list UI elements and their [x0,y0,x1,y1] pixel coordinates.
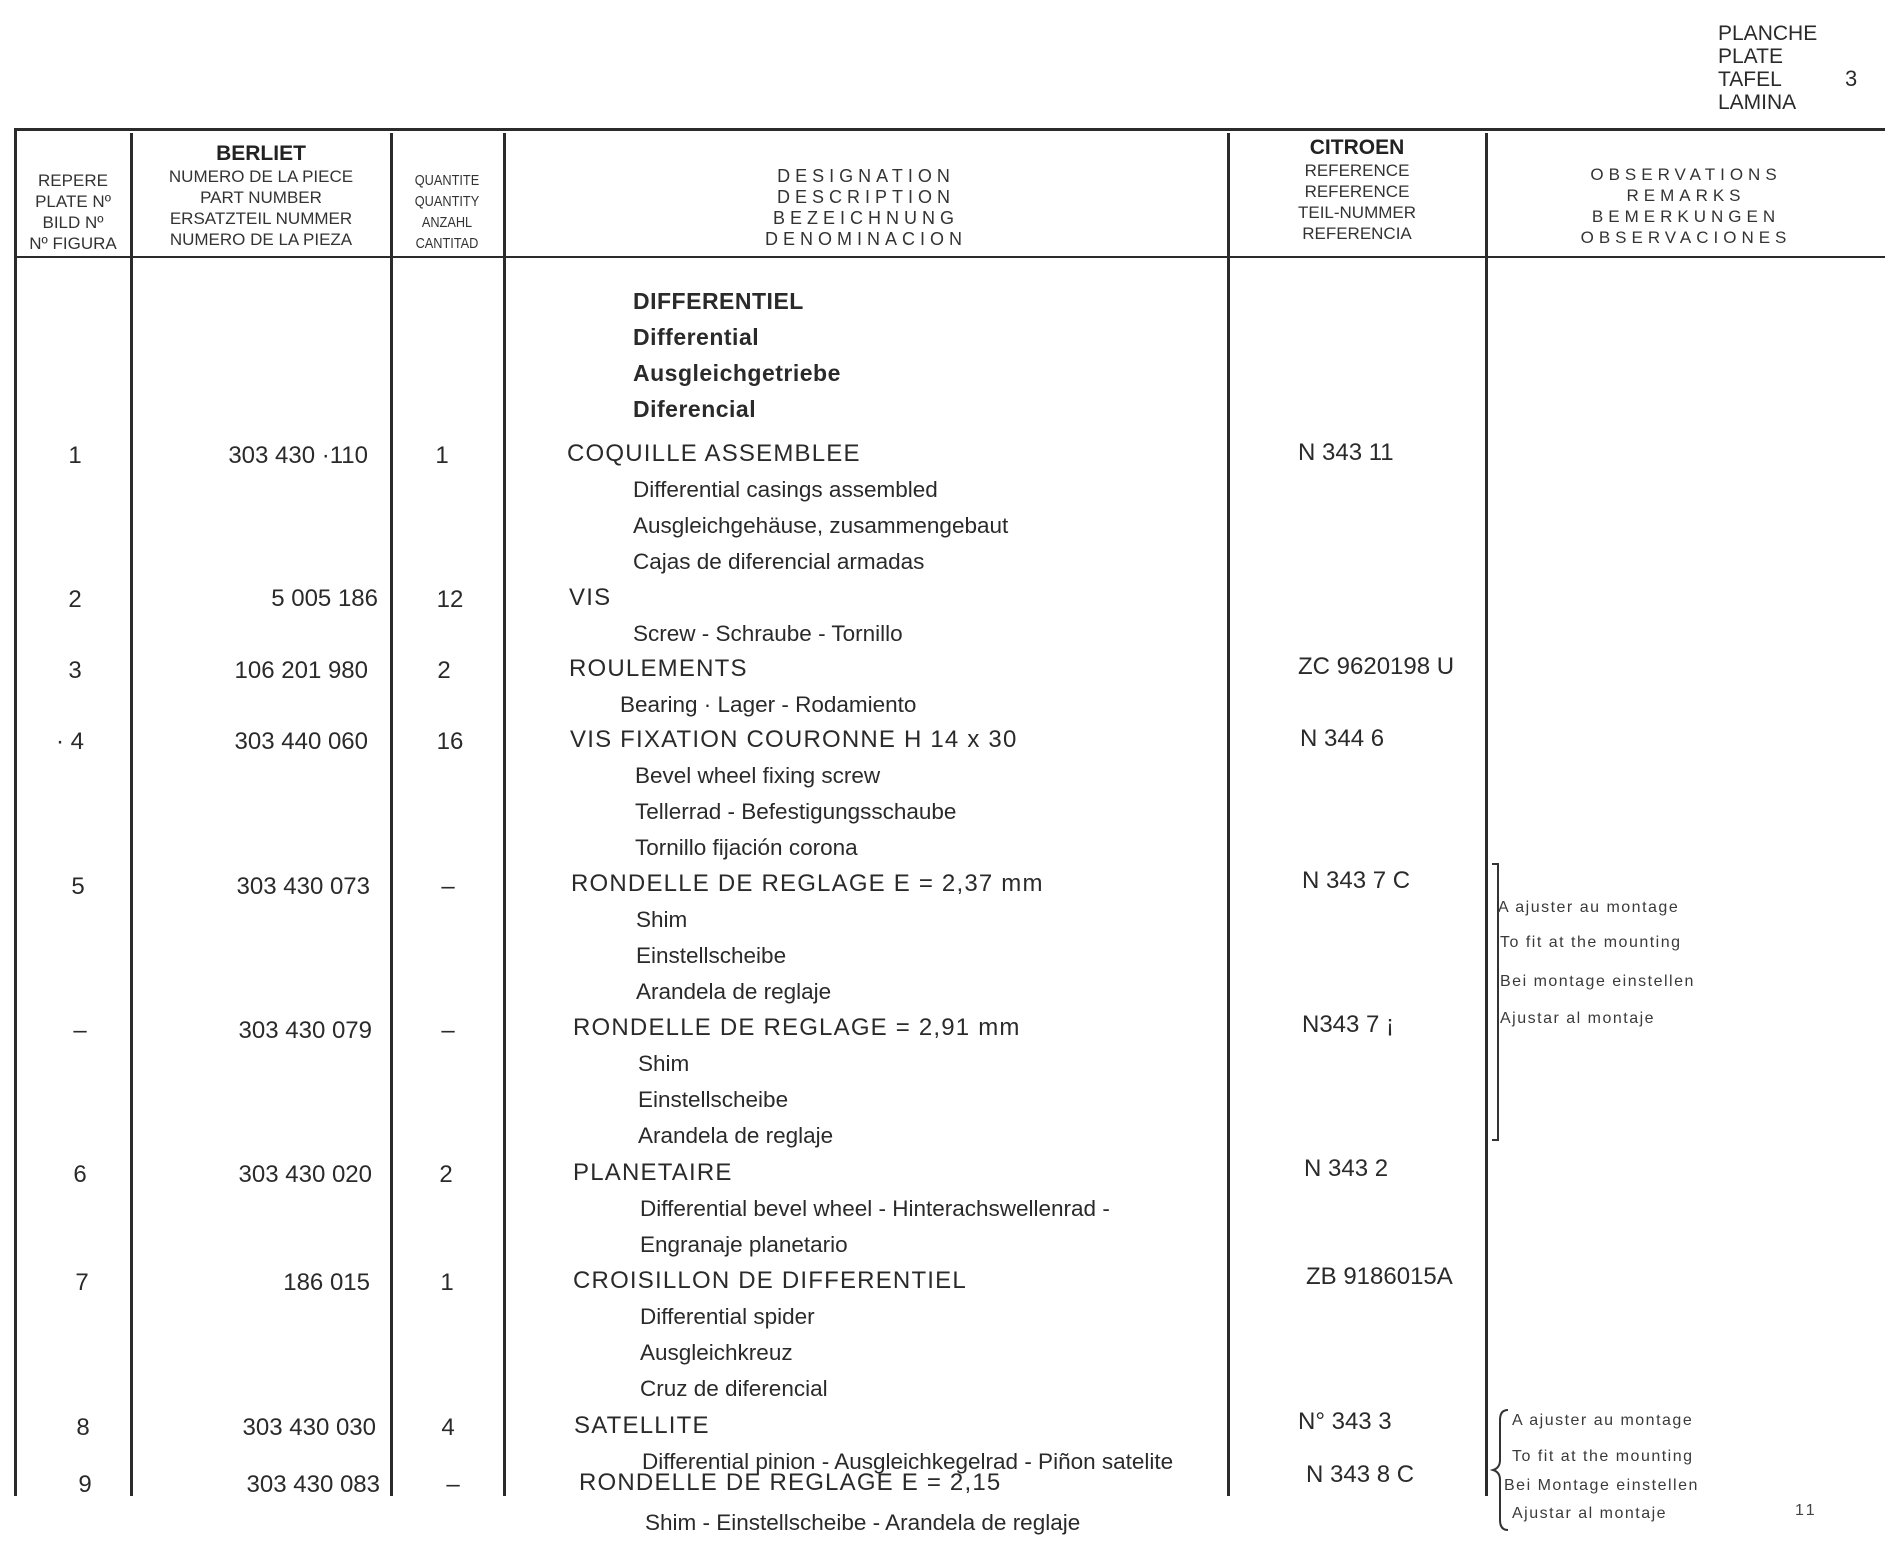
row-8-designation: SATELLITE [574,1412,710,1439]
header-bottom-rule [16,256,1885,258]
column-divider [390,133,393,1496]
remark-b-fr: A ajuster au montage [1512,1412,1694,1429]
row-5-part-number: 303 430 073 [236,873,370,900]
row-7-repere: 7 [75,1269,89,1296]
row-1-reference: N 343 11 [1298,439,1394,466]
row-2-translation: Screw - Schraube - Tornillo [633,621,903,646]
row-6-reference: N 343 2 [1304,1155,1389,1182]
remark-a-es: Ajustar al montaje [1500,1010,1656,1027]
remark-b-de: Bei Montage einstellen [1504,1477,1699,1494]
berliet-title: BERLIET [216,142,306,165]
row-1-quantity: 1 [435,442,449,469]
plate-label-en: PLATE [1718,45,1783,68]
row-9-quantity: – [446,1471,460,1498]
row-7-designation: CROISILLON DE DIFFERENTIEL [573,1267,967,1294]
remark-a-en: To fit at the mounting [1500,934,1682,951]
row-6-quantity: 2 [439,1161,453,1188]
row-4-designation: VIS FIXATION COURONNE H 14 x 30 [570,726,1018,753]
row-5b-reference: N343 7 ¡ [1302,1011,1395,1038]
section-heading-es: Diferencial [633,396,757,422]
row-2-part-number: 5 005 186 [271,585,378,612]
row-5-repere: 5 [71,873,85,900]
header-repere: REPERE PLATE Nº BILD Nº Nº FIGURA [29,171,117,253]
row-4-translation: Bevel wheel fixing screw [635,763,881,788]
column-divider [1485,133,1488,1496]
section-heading-de: Ausgleichgetriebe [633,360,841,386]
row-7-reference: ZB 9186015A [1306,1263,1453,1290]
row-5b-part-number: 303 430 079 [238,1017,372,1044]
row-3-translation: Bearing · Lager - Rodamiento [620,692,917,717]
row-7-translation: Cruz de diferencial [640,1376,828,1401]
row-4-translation: Tornillo fijación corona [635,835,858,860]
row-1-part-number: 303 430 ·110 [228,442,368,469]
row-6-part-number: 303 430 020 [238,1161,372,1188]
row-1-translation: Cajas de diferencial armadas [633,549,925,574]
row-5b-repere: – [73,1017,87,1044]
row-8-repere: 8 [76,1414,90,1441]
column-divider [14,128,17,1496]
row-9-translation: Shim - Einstellscheibe - Arandela de reglaje [645,1510,1081,1535]
row-1-translation: Ausgleichgehäuse, zusammengebaut [633,513,1009,538]
citroen-title: CITROEN [1309,136,1405,159]
header-reference: CITROEN REFERENCE REFERENCE TEIL-NUMMER REFERENCIA [1231,136,1483,244]
row-5-designation: RONDELLE DE REGLAGE E = 2,37 mm [571,870,1044,897]
row-3-reference: ZC 9620198 U [1298,653,1455,680]
row-5b-translation: Arandela de reglaje [638,1123,834,1148]
header-part-number: BERLIET NUMERO DE LA PIECE PART NUMBER ERSATZTEIL NUMMER NUMERO DE LA PIEZA [134,142,388,250]
header-observations: OBSERVATIONS REMARKS BEMERKUNGEN OBSERVACIONES [1580,165,1792,247]
row-5-translation: Einstellscheibe [636,943,787,968]
row-3-part-number: 106 201 980 [234,657,368,684]
row-9-part-number: 303 430 083 [246,1471,380,1498]
row-6-designation: PLANETAIRE [573,1159,733,1186]
remark-b-en: To fit at the mounting [1512,1448,1694,1465]
row-6-translation: Differential bevel wheel - Hinterachswellenrad - [640,1196,1110,1221]
plate-number: 3 [1845,66,1858,91]
row-7-quantity: 1 [440,1269,454,1296]
remark-brace-b [1490,1408,1512,1532]
row-5b-designation: RONDELLE DE REGLAGE = 2,91 mm [573,1014,1021,1041]
row-9-reference: N 343 8 C [1306,1461,1415,1488]
remark-a-fr: A ajuster au montage [1498,899,1680,916]
row-5-quantity: – [441,873,455,900]
row-1-designation: COQUILLE ASSEMBLEE [567,440,861,467]
row-7-translation: Differential spider [640,1304,815,1329]
remark-a-de: Bei montage einstellen [1500,973,1695,990]
row-8-part-number: 303 430 030 [242,1414,376,1441]
column-divider [1227,133,1230,1496]
row-9-designation: RONDELLE DE REGLAGE E = 2,15 [579,1469,1002,1496]
plate-labels [1718,22,1817,114]
row-5b-quantity: – [441,1017,455,1044]
remark-b-es: Ajustar al montaje [1512,1505,1668,1522]
row-4-repere: · 4 [55,728,84,755]
row-8-quantity: 4 [441,1414,455,1441]
row-5-translation: Arandela de reglaje [636,979,832,1004]
header-designation: DESIGNATION DESCRIPTION BEZEICHNUNG DENOMINACION [764,166,967,249]
row-2-designation: VIS [569,584,612,611]
row-4-quantity: 16 [436,728,464,755]
row-6-translation: Engranaje planetario [640,1232,848,1257]
table-top-rule [14,128,1885,131]
row-7-part-number: 186 015 [283,1269,370,1296]
row-7-translation: Ausgleichkreuz [640,1340,793,1365]
row-3-quantity: 2 [437,657,451,684]
row-5b-translation: Einstellscheibe [638,1087,789,1112]
row-9-repere: 9 [78,1471,92,1498]
column-divider [503,133,506,1496]
row-5b-translation: Shim [638,1051,690,1076]
row-2-quantity: 12 [436,586,464,613]
row-5-reference: N 343 7 C [1302,867,1411,894]
row-4-translation: Tellerrad - Befestigungsschaube [635,799,957,824]
row-6-repere: 6 [73,1161,87,1188]
section-heading-en: Differential [633,324,760,350]
column-divider [130,133,133,1496]
row-1-translation: Differential casings assembled [633,477,938,502]
row-4-part-number: 303 440 060 [234,728,368,755]
row-8-translation: Differential pinion - Ausgleichkegelrad - Piñon satelite [642,1449,1174,1474]
row-1-repere: 1 [68,442,82,469]
section-heading-fr: DIFFERENTIEL [633,288,804,314]
row-2-repere: 2 [68,586,82,613]
row-3-designation: ROULEMENTS [569,655,748,682]
header-quantity: QUANTITE QUANTITY ANZAHL CANTITAD [414,172,480,252]
plate-label-de: TAFEL [1718,68,1782,91]
row-3-repere: 3 [68,657,82,684]
row-4-reference: N 344 6 [1300,725,1385,752]
plate-label-es: LAMINA [1718,91,1797,114]
plate-label-fr: PLANCHE [1718,22,1818,45]
row-5-translation: Shim [636,907,688,932]
page-number: 11 [1795,1502,1818,1519]
row-8-reference: N° 343 3 [1298,1408,1392,1435]
